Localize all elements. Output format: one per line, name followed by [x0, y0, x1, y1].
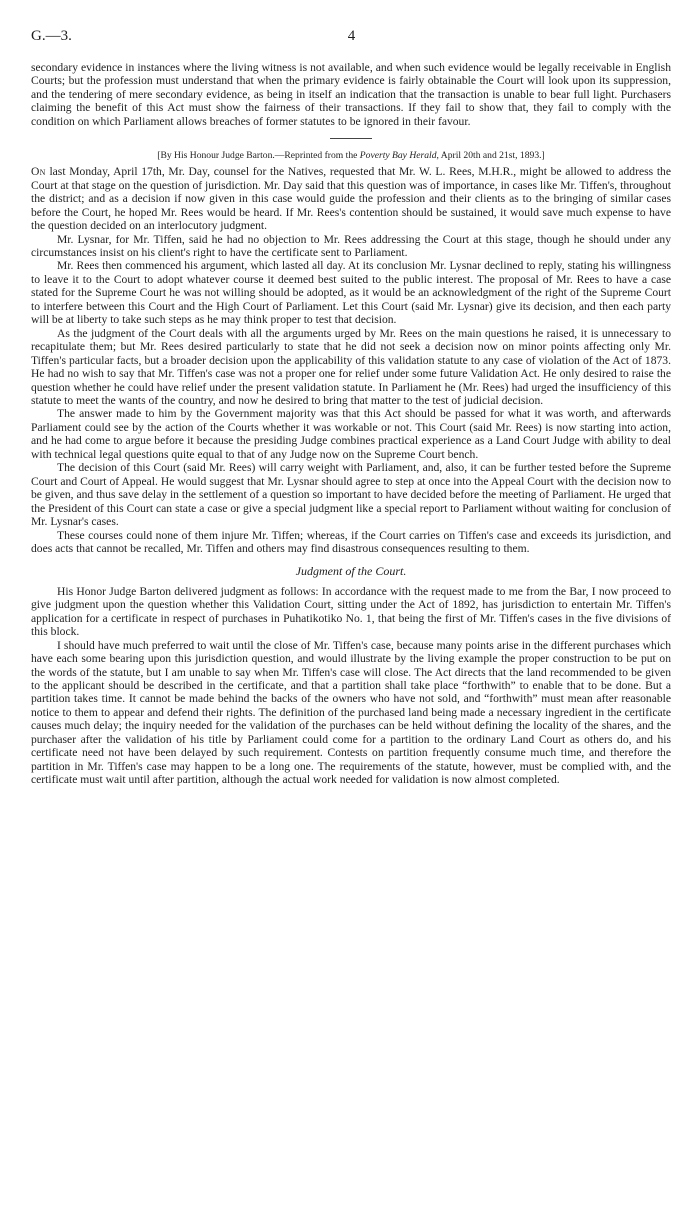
paragraph: Mr. Lysnar, for Mr. Tiffen, said he had no objection to Mr. Rees addressing the Court at this stage, though he should under any circumstances insist on his client's right to have the certificate sent to Parliament. [31, 232, 671, 259]
source-note-before: [By His Honour Judge Barton.—Reprinted from the [157, 150, 360, 162]
paragraph: As the judgment of the Court deals with all the arguments urged by Mr. Rees on the main questions he raised, it is unnecessary to recapitulate them; but Mr. Rees desired particularly to state that he did not seek a decision now on minor points affecting only Mr. Tiffen's particular facts, but a broader decision upon the applicability of this validation statute to any case of violation of the Act of 1873. He had no wish to say that Mr. Tiffen's case was not a proper one for relief under some future Validation Act. He only desired to raise the question whether he could have relief under the present validation statute. In Parliament he (Mr. Rees) had urged the insufficiency of this statute to meet the wants of the country, and now he desired to bring that matter to the test of judicial decision. [31, 326, 671, 407]
page-header [31, 28, 672, 48]
paragraph: The decision of this Court (said Mr. Rees) will carry weight with Parliament, and, also, it can be further tested before the Supreme Court and Court of Appeal. He would suggest that Mr. Lysnar should agree to step at once into the Appeal Court with the decision now to be given, and thus save delay in the settlement of a question so important to have decided before the meeting of Parliament. He urged that the President of this Court can state a case or give a special judgment like a special report to Parliament without waiting for conclusion of Mr. Lysnar's cases. [31, 461, 671, 529]
paragraph: I should have much preferred to wait until the close of Mr. Tiffen's case, because many points arise in the different purchases which have each some bearing upon this jurisdiction question, and would illustrate by the living example the proper construction to be put on the words of the statute, but I am unable to say when Mr. Tiffen's case will close. The Act directs that the land recommended to be given to the applicant should be described in the certificate, and that a partition shall take place “forthwith” to enable that to be done. But a partition takes time. It cannot be made behind the backs of the owners who have not sold, and “forthwith” must mean after reasonable notice to them to appear and defend their rights. The definition of the purchased land being made a necessary ingredient in the certificate causes much delay; the inquiry needed for the validation of the purchases can be held without defining the locality of the shares, and the purchaser after the validation of his title by Parliament could come for a partition to the ordinary Land Court as others do, and his certificate need not have been delayed by such requirement. Contests on partition frequently consume much time, and therefore the partition in Mr. Tiffen's case may happen to be a long one. The requirements of the statute, however, must be complied with, and the certificate must wait until after partition, although the actual work needed for validation is now almost completed. [31, 638, 671, 787]
opening-word: On [31, 165, 46, 179]
source-note-paper: Poverty Bay Herald [359, 150, 437, 162]
paragraph: His Honor Judge Barton delivered judgment as follows: In accordance with the request made to me from the Bar, I now proceed to give judgment upon the question whether this Validation Court, sitting under the Act of 1892, has jurisdiction to entertain Mr. Tiffen's application for a certificate in respect of purchases in Puhatikotiko No. 1, that being the first of Mr. Tiffen's cases in the five divisions of this block. [31, 584, 671, 639]
paragraph: Mr. Rees then commenced his argument, which lasted all day. At its conclusion Mr. Lysnar declined to reply, stating his willingness to leave it to the Court to adopt whatever course it deemed best suited to the public interest. The proposal of Mr. Rees to have a case stated for the Supreme Court he was not willing should be adopted, as it would be an acknowledgment of the right of the Supreme Court to interfere between this Court and the High Court of Parliament. Let this Court (said Mr. Lysnar) give its decision, and then each party will be at liberty to take such steps as he may think proper to test that decision. [31, 259, 671, 327]
document-reference: G.—3. [31, 28, 72, 44]
paragraph: These courses could none of them injure Mr. Tiffen; whereas, if the Court carries on Tiffen's case and exceeds its jurisdiction, and does acts that cannot be recalled, Mr. Tiffen and others may find disastrous consequences resulting to them. [31, 528, 671, 555]
section-divider [330, 138, 372, 139]
paragraph-continuation: secondary evidence in instances where the living witness is not available, and when such evidence would be legally receivable in English Courts; but the profession must understand that when the primary evidence is fairly obtainable the Court will look upon its suppression, and the tendering of mere secondary evidence, as being in itself an indication that the transaction is unable to bear full light. Purchasers claiming the benefit of this Act must show the fairness of their transactions. If they fail to show that, they fail to comply with the condition on which Parliament allows breaches of former statutes to be ignored in their favour. [31, 61, 671, 128]
judgment-heading: Judgment of the Court. [295, 564, 407, 579]
paragraph: The answer made to him by the Government majority was that this Act should be passed for what it was worth, and afterwards Parliament could see by the action of the Courts whether it was workable or not. This Court (said Mr. Rees) is now starting into action, and he had come to argue before it because the presiding Judge combines practical experience as a Land Court Judge with ability to deal with technical legal questions quite equal to that of any Judge now on the Supreme Court bench. [31, 407, 671, 461]
page-number: 4 [347, 28, 356, 44]
document-body [31, 61, 671, 787]
source-note [31, 150, 671, 162]
source-note-after: , April 20th and 21st, 1893.] [436, 150, 545, 162]
paragraph-opening [31, 165, 671, 232]
opening-text: last Monday, April 17th, Mr. Day, counsel for the Natives, requested that Mr. W. L. Rees, M.H.R., might be allowed to address the Court at that stage on the question of jurisdiction. Mr. Day said that this question was of importance, in cases like Mr. Tiffen's, throughout the district; and as a decision if now given in this case would guide the profession and their clients as to the bringing of similar cases before the Court, he hoped Mr. Rees would be heard. If Mr. Rees's contention should be sustained, it would save much expense to have the question decided on an interlocutory judgment. [31, 165, 671, 233]
